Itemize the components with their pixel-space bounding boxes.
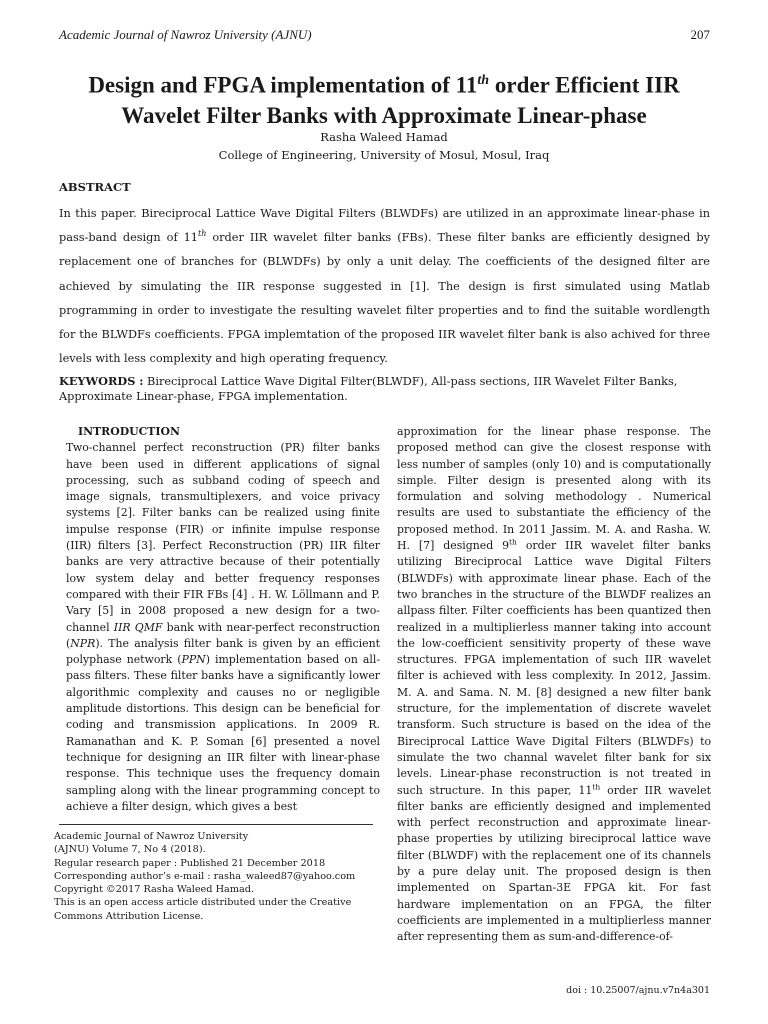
left-column [66,424,380,815]
doi-link[interactable]: doi : 10.25007/ajnu.v7n4a301 [566,985,710,996]
author-affiliation: College of Engineering, University of Mosul, Mosul, Iraq [218,148,550,162]
abstract-text [59,202,710,371]
intro-left-part1: Two-channel perfect reconstruction (PR) filter banks have been used in different applications of signal processing, such as subband coding of speech and image signals, transmultiplexers, and voice privacy systems [2]. Filter banks can be realized using finite impulse response (FIR) or infinite impulse response (IIR) filters [3]. Perfect Reconstruction (PR) IIR filter banks are very attractive because of their potentially low system delay and better frequency responses compared with their FIR FBs [4] . H. W. Lӧllmann and P. Vary [5] in 2008 proposed a new design for a two-channel [66,441,380,634]
intro-left-em1: IIR QMF [113,620,163,634]
intro-right-sup2: th [592,781,601,791]
page-number: 207 [690,27,710,42]
intro-left-em2: NPR [70,636,96,650]
intro-left-text [66,441,380,813]
abstract-text-start: In this paper. Bireciprocal Lattice Wave Digital Filters (BLWDFs) are utilized in an approximate linear-phase in pass-band design of 11 [59,207,710,245]
footnote-line: (AJNU) Volume 7, No 4 (2018). [54,844,206,856]
keywords-text: Bireciprocal Lattice Wave Digital Filter(BLWDF), All-pass sections, IIR Wavelet Filter Banks, Approximate Linear-phase, FPGA implementation. [59,375,678,403]
keywords [59,374,710,404]
intro-left-part4: ) implementation based on all-pass filters. These filter banks have a significantly lower algorithmic complexity and causes no or negligible amplitude distortions. This design can be beneficial for coding and transmission applications. In 2009 R. Ramanathan and K. P. Soman [6] presented a novel technique for designing an IIR filter with linear-phase response. This technique uses the frequency domain sampling along with the linear programming concept to achieve a filter design, which gives a best [66,653,380,813]
paper-title [40,66,728,131]
author-name: Rasha Waleed Hamad [320,130,448,144]
title-line1-start: Design and FPGA implementation of 11 [88,72,478,98]
intro-left-part3: ). The analysis filter bank is given by an efficient polyphase network ( [66,636,380,667]
keywords-label: KEYWORDS : [59,374,144,388]
footnote-email-line: Corresponding author’s e-mail : rasha_waleed87@yahoo.com [54,870,356,882]
title-line2: Wavelet Filter Banks with Approximate Linear-phase [121,102,647,128]
intro-right-part2: order IIR wavelet filter banks utilizing Bireciprocal Lattice wave Digital Filters (BLWDFs) with approximate linear phase. Each of the two branches in the structure of the BLWDF realizes an allpass filter. Filter coefficients has been quantized then realized in a multiplierless manner taking into account the low-coefficient sensitivity property of these wave structures. FPGA implementation of such IIR wavelet filter is achieved with less complexity. In 2012, Jassim. M. A. and Sama. N. M. [8] designed a new filter bank structure, for the implementation of discrete wavelet transform. Such structure is based on the idea of the Bireciprocal Lattice Wave Digital Filters (BLWDFs) to simulate the two channal wavelet filter bank for six levels. Linear-phase reconstruction is not treated in such structure. In this paper, 11 [397,539,711,797]
abstract-text-end: order IIR wavelet filter banks (FBs). These filter banks are efficiently designed by replacement one of branches for (BLWDFs) by only a unit delay. The coefficients of the designed filter are achieved by simulating the IIR response suggested in [1]. The design is first simulated using Matlab programming in order to investigate the resulting wavelet filter properties and to find the suitable wordlength for the BLWDFs coefficients. FPGA implemtation of the proposed IIR wavelet filter bank is also achived for three levels with less complexity and high operating frequency. [59,231,710,366]
intro-right-part1: approximation for the linear phase response. The proposed method can give the closest response with less number of samples (only 10) and is computationally simple. Filter design is presented along with its formulation and solving methodology . Numerical results are used to substantiate the efficiency of the proposed method. In 2011 Jassim. M. A. and Rasha. W. H. [7] designed 9 [397,425,711,553]
footnote-divider [59,824,373,825]
footnote-line: Copyright ©2017 Rasha Waleed Hamad. [54,884,255,896]
right-column [397,424,711,946]
intro-left-part2: bank with near-perfect reconstruction ( [66,620,380,650]
intro-right-part3: order IIR wavelet filter banks are efficiently designed and implemented with perfect reconstruction and approximate linear-phase properties by utilizing bireciprocal lattice wave filter (BLWDF) with the replacement one of its channels by a pure delay unit. The proposed design is then implemented on Spartan-3E FPGA kit. For fast hardware implementation on an FPGA, the filter coefficients are implemented in a multiplierless manner after representing them as sum-and-difference-of- [397,783,711,944]
journal-name: Academic Journal of Nawroz University (AJNU) [59,27,312,42]
footnote-line: This is an open access article distributed under the Creative [54,897,352,909]
abstract-superscript: th [198,229,207,239]
footnote-line: Academic Journal of Nawroz University [54,831,249,842]
intro-left-em3: PPN [181,653,206,667]
introduction-heading: INTRODUCTION [78,425,180,438]
running-head [59,27,710,45]
footnote-line: Commons Attribution License. [54,910,204,922]
title-superscript: th [477,73,490,88]
footnote-line: Regular research paper : Published 21 December 2018 [54,857,326,869]
title-line1-end: order Efficient IIR [489,72,680,98]
intro-right-sup1: th [509,537,517,547]
footnote [54,830,384,923]
abstract-heading: ABSTRACT [59,180,131,194]
